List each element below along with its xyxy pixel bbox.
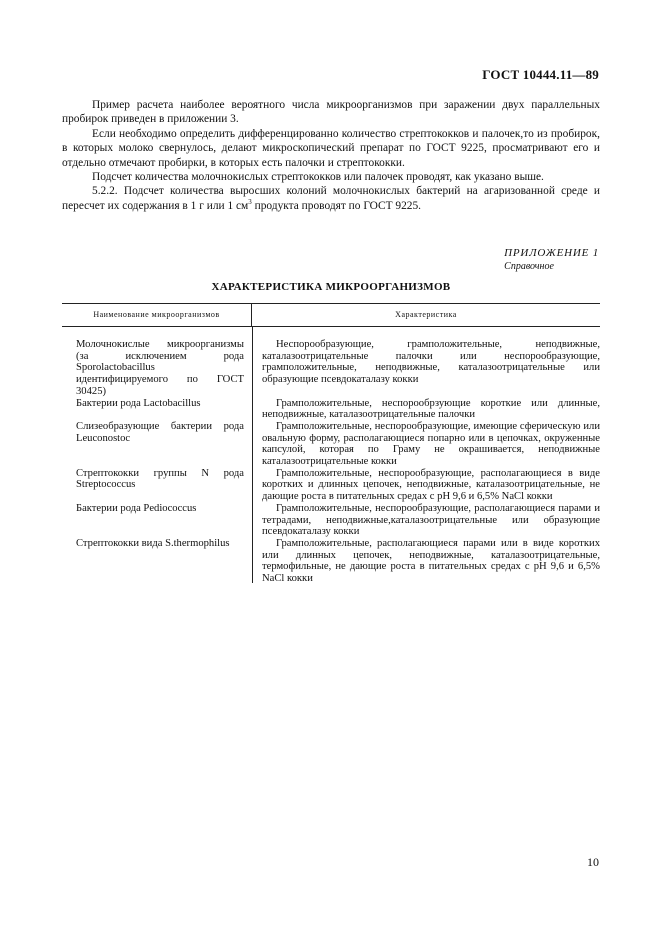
column-header-name: Наименование микроорганизмов: [62, 304, 252, 326]
table-row: [62, 327, 600, 398]
table-body: [62, 327, 600, 585]
characteristics-table: [62, 303, 600, 585]
microorganism-name: Слизеобразующие бактерии рода Leuconostoc: [76, 420, 244, 444]
table-header: [62, 304, 600, 327]
table-row: [62, 503, 600, 538]
microorganism-characteristic: Грамположительные, неспорообразующие, располагающиеся парами и тетрадами, неподвижные,каталазоотрицательные или образующие псевдокаталазу кокки: [262, 502, 600, 538]
microorganism-name: Бактерии рода Lactobacillus: [76, 397, 201, 409]
microorganism-name: Молочнокислые микроорганизмы (за исключением рода Sporolactobacillus идентифицируемого по ГОСТ 30425): [76, 339, 244, 397]
body-paragraph: 5.2.2. Подсчет количества выросших колоний молочнокислых бактерий на агаризованной среде и пересчет их содержания в 1 г или 1 $см^3$ продукта проводят по ГОСТ 9225.: [62, 185, 600, 212]
microorganism-name: Стрептококки группы N рода Streptococcus: [76, 467, 244, 491]
table-row: [62, 538, 600, 585]
microorganism-characteristic: Грамположительные, неспорообрзующие короткие или длинные, неподвижные, каталазоотрицательные палочки: [262, 397, 600, 421]
microorganism-characteristic: Грамположительные, неспорообразующие, имеющие сферическую или овальную форму, располагающиеся попарно или в цепочках, окруженные капсулой, которая по Граму не окрашивается, неподвижные каталазоотрицательные кокки: [262, 420, 600, 468]
column-divider: [252, 327, 253, 583]
microorganism-characteristic: Грамположительные, неспорообразующие, располагающиеся в виде коротких и длинных цепочек, неподвижные, каталазоотрицательные, не дающие роста в питательных средах с pH 9,6 и 6,5% NaCl кокки: [262, 467, 600, 503]
body-paragraph: Пример расчета наиболее вероятного числа микроорганизмов при заражении двух параллельных пробирок приведен в приложении 3.: [62, 99, 600, 126]
microorganism-characteristic: Грамположительные, располагающиеся парами или в виде коротких или длинных цепочек, неподвижные, каталазоотрицательные, термофильные, не дающие роста в питательных средах с pH 9,6 и 6,5% NaCl кокки: [262, 537, 600, 585]
page-number: 10: [587, 855, 599, 869]
microorganism-name: Бактерии рода Pediococcus: [76, 502, 197, 514]
table-title: ХАРАКТЕРИСТИКА МИКРООРГАНИЗМОВ: [211, 281, 451, 293]
appendix-label: [504, 247, 599, 273]
column-header-characteristic: Характеристика: [395, 310, 457, 319]
table-row: [62, 421, 600, 468]
microorganism-name: Стрептококки вида S.thermophilus: [76, 537, 230, 549]
microorganism-characteristic: Неспорообразующие, грамположительные, неподвижные, каталазоотрицательные палочки или неспорообразующие, грамположительные, неподвижные, каталазоотрицательные или образующие псевдокаталазу кокки: [262, 339, 600, 386]
body-paragraph: Подсчет количества молочнокислых стрептококков или палочек проводят, как указано выше.: [92, 171, 544, 184]
appendix-title: ПРИЛОЖЕНИЕ 1: [504, 247, 599, 259]
table-row: [62, 468, 600, 503]
table-row: [62, 398, 600, 421]
superscript-3: 3: [248, 198, 252, 207]
body-paragraph: Если необходимо определить дифференцированно количество стрептококков и палочек,то из пробирок, в которых молоко свернулось, делают микроскопический препарат по ГОСТ 9225, просматривают его и отдельно отмечают пробирки, в которых есть палочки и стрептококки.: [62, 127, 600, 169]
appendix-type: Справочное: [504, 261, 554, 272]
body-text: [62, 98, 600, 213]
standard-header: ГОСТ 10444.11—89: [482, 67, 599, 82]
